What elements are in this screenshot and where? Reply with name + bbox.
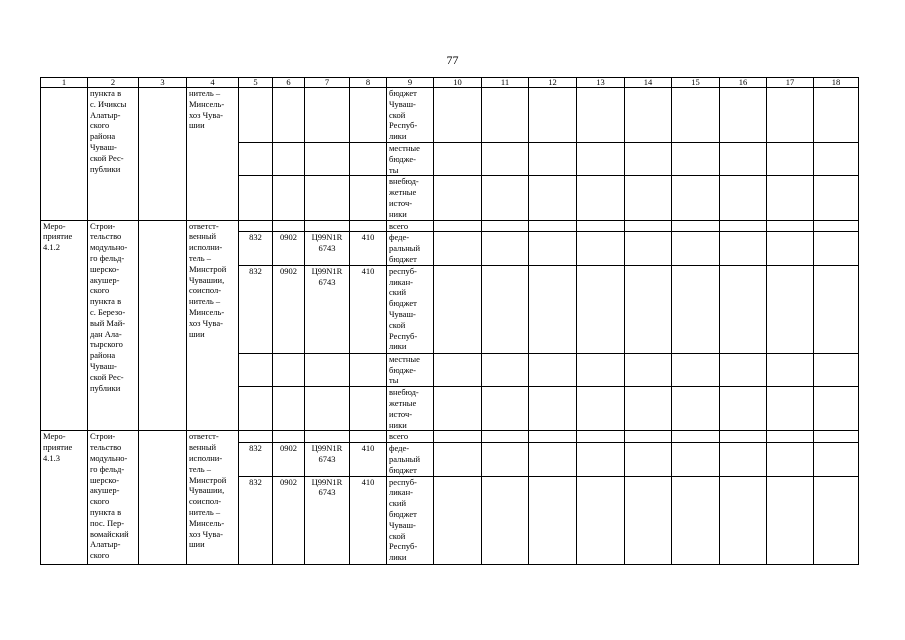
column-header: 11 bbox=[482, 78, 529, 88]
csr-cell bbox=[305, 143, 350, 176]
value-cell bbox=[720, 220, 767, 232]
column-number-row bbox=[41, 78, 859, 88]
column-header: 5 bbox=[239, 78, 273, 88]
value-cell bbox=[625, 387, 672, 431]
value-cell bbox=[720, 232, 767, 265]
executor-cell: нитель – Минсель- хоз Чува- шии bbox=[187, 88, 239, 221]
rzpr-cell bbox=[273, 220, 305, 232]
measure-id-cell bbox=[41, 88, 88, 221]
measure-id-cell: Меро- приятие 4.1.2 bbox=[41, 220, 88, 431]
csr-cell: Ц99N1R 6743 bbox=[305, 476, 350, 564]
executor-cell: ответст- венный исполни- тель – Минстрой Чувашии, соиспол- нитель – Минсель- хоз Чува- шии bbox=[187, 220, 239, 431]
value-cell bbox=[482, 443, 529, 476]
vr-cell: 410 bbox=[350, 476, 387, 564]
vr-cell bbox=[350, 353, 387, 386]
value-cell bbox=[672, 220, 720, 232]
value-cell bbox=[577, 353, 625, 386]
value-cell bbox=[814, 220, 859, 232]
column-header: 14 bbox=[625, 78, 672, 88]
value-cell bbox=[814, 353, 859, 386]
value-cell bbox=[482, 431, 529, 443]
value-cell bbox=[767, 220, 814, 232]
value-cell bbox=[577, 265, 625, 353]
value-cell bbox=[577, 443, 625, 476]
measure-name-cell: Строи- тельство модульно- го фельд- шерско- акушер- ского пункта в с. Березо- вый Май- дан Ала- тырского района Чуваш- ской Рес- публики bbox=[88, 220, 139, 431]
value-cell bbox=[529, 143, 577, 176]
value-cell bbox=[434, 443, 482, 476]
column-header: 6 bbox=[273, 78, 305, 88]
value-cell bbox=[767, 88, 814, 143]
column-header: 10 bbox=[434, 78, 482, 88]
grbs-cell bbox=[239, 220, 273, 232]
value-cell bbox=[814, 476, 859, 564]
value-cell bbox=[577, 88, 625, 143]
vr-cell: 410 bbox=[350, 232, 387, 265]
value-cell bbox=[482, 476, 529, 564]
value-cell bbox=[720, 476, 767, 564]
funding-source-cell: местные бюдже- ты bbox=[387, 143, 434, 176]
funding-source-cell: респуб- ликан- ский бюджет Чуваш- ской Респуб- лики bbox=[387, 476, 434, 564]
budget-table bbox=[40, 77, 859, 565]
value-cell bbox=[577, 143, 625, 176]
value-cell bbox=[814, 232, 859, 265]
rzpr-cell bbox=[273, 88, 305, 143]
rzpr-cell: 0902 bbox=[273, 443, 305, 476]
value-cell bbox=[625, 476, 672, 564]
rzpr-cell: 0902 bbox=[273, 476, 305, 564]
target-indicator-cell bbox=[139, 88, 187, 221]
csr-cell bbox=[305, 220, 350, 232]
value-cell bbox=[720, 88, 767, 143]
target-indicator-cell bbox=[139, 220, 187, 431]
column-header: 9 bbox=[387, 78, 434, 88]
value-cell bbox=[577, 176, 625, 220]
value-cell bbox=[577, 476, 625, 564]
executor-cell: ответст- венный исполни- тель – Минстрой Чувашии, соиспол- нитель – Минсель- хоз Чува- шии bbox=[187, 431, 239, 564]
vr-cell bbox=[350, 176, 387, 220]
value-cell bbox=[482, 220, 529, 232]
value-cell bbox=[672, 143, 720, 176]
value-cell bbox=[434, 265, 482, 353]
column-header: 1 bbox=[41, 78, 88, 88]
value-cell bbox=[814, 431, 859, 443]
vr-cell: 410 bbox=[350, 265, 387, 353]
vr-cell bbox=[350, 387, 387, 431]
csr-cell bbox=[305, 88, 350, 143]
value-cell bbox=[482, 353, 529, 386]
funding-source-cell: внебюд- жетные источ- ники bbox=[387, 176, 434, 220]
value-cell bbox=[767, 176, 814, 220]
value-cell bbox=[814, 387, 859, 431]
page-number: 77 bbox=[446, 53, 459, 67]
value-cell bbox=[767, 353, 814, 386]
value-cell bbox=[529, 176, 577, 220]
column-header: 16 bbox=[720, 78, 767, 88]
value-cell bbox=[434, 353, 482, 386]
rzpr-cell bbox=[273, 387, 305, 431]
value-cell bbox=[672, 353, 720, 386]
grbs-cell bbox=[239, 143, 273, 176]
value-cell bbox=[577, 232, 625, 265]
csr-cell bbox=[305, 353, 350, 386]
target-indicator-cell bbox=[139, 431, 187, 564]
value-cell bbox=[720, 143, 767, 176]
value-cell bbox=[814, 176, 859, 220]
rzpr-cell bbox=[273, 431, 305, 443]
value-cell bbox=[625, 443, 672, 476]
value-cell bbox=[672, 387, 720, 431]
measure-name-cell: Строи- тельство модульно- го фельд- шерско- акушер- ского пункта в пос. Пер- вомайский Алатыр- ского bbox=[88, 431, 139, 564]
value-cell bbox=[529, 88, 577, 143]
value-cell bbox=[482, 265, 529, 353]
csr-cell: Ц99N1R 6743 bbox=[305, 443, 350, 476]
column-header: 7 bbox=[305, 78, 350, 88]
column-header: 8 bbox=[350, 78, 387, 88]
value-cell bbox=[672, 88, 720, 143]
vr-cell bbox=[350, 431, 387, 443]
value-cell bbox=[482, 88, 529, 143]
value-cell bbox=[434, 476, 482, 564]
value-cell bbox=[672, 265, 720, 353]
value-cell bbox=[529, 220, 577, 232]
value-cell bbox=[529, 431, 577, 443]
grbs-cell bbox=[239, 88, 273, 143]
value-cell bbox=[434, 220, 482, 232]
value-cell bbox=[434, 176, 482, 220]
value-cell bbox=[482, 387, 529, 431]
measure-name-cell: пункта в с. Ичиксы Алатыр- ского района Чуваш- ской Рес- публики bbox=[88, 88, 139, 221]
vr-cell: 410 bbox=[350, 443, 387, 476]
value-cell bbox=[577, 387, 625, 431]
value-cell bbox=[625, 353, 672, 386]
value-cell bbox=[625, 265, 672, 353]
value-cell bbox=[720, 431, 767, 443]
value-cell bbox=[529, 443, 577, 476]
grbs-cell bbox=[239, 176, 273, 220]
value-cell bbox=[482, 143, 529, 176]
funding-source-cell: внебюд- жетные источ- ники bbox=[387, 387, 434, 431]
value-cell bbox=[625, 232, 672, 265]
value-cell bbox=[767, 476, 814, 564]
rzpr-cell: 0902 bbox=[273, 265, 305, 353]
grbs-cell bbox=[239, 431, 273, 443]
value-cell bbox=[577, 431, 625, 443]
value-cell bbox=[720, 443, 767, 476]
value-cell bbox=[482, 232, 529, 265]
value-cell bbox=[767, 431, 814, 443]
grbs-cell bbox=[239, 353, 273, 386]
value-cell bbox=[720, 387, 767, 431]
column-header: 2 bbox=[88, 78, 139, 88]
column-header: 4 bbox=[187, 78, 239, 88]
value-cell bbox=[814, 143, 859, 176]
value-cell bbox=[720, 265, 767, 353]
value-cell bbox=[672, 443, 720, 476]
value-cell bbox=[625, 431, 672, 443]
value-cell bbox=[434, 88, 482, 143]
funding-source-cell: всего bbox=[387, 220, 434, 232]
grbs-cell: 832 bbox=[239, 232, 273, 265]
value-cell bbox=[434, 431, 482, 443]
funding-source-cell: всего bbox=[387, 431, 434, 443]
funding-source-cell: местные бюдже- ты bbox=[387, 353, 434, 386]
value-cell bbox=[529, 265, 577, 353]
value-cell bbox=[434, 143, 482, 176]
value-cell bbox=[672, 476, 720, 564]
funding-source-cell: феде- ральный бюджет bbox=[387, 232, 434, 265]
column-header: 13 bbox=[577, 78, 625, 88]
rzpr-cell bbox=[273, 353, 305, 386]
column-header: 12 bbox=[529, 78, 577, 88]
value-cell bbox=[577, 220, 625, 232]
value-cell bbox=[529, 232, 577, 265]
table-row bbox=[41, 88, 859, 143]
value-cell bbox=[625, 143, 672, 176]
value-cell bbox=[672, 431, 720, 443]
table-row bbox=[41, 220, 859, 232]
value-cell bbox=[529, 353, 577, 386]
value-cell bbox=[720, 353, 767, 386]
rzpr-cell bbox=[273, 143, 305, 176]
value-cell bbox=[434, 232, 482, 265]
value-cell bbox=[529, 387, 577, 431]
value-cell bbox=[434, 387, 482, 431]
funding-source-cell: бюджет Чуваш- ской Респуб- лики bbox=[387, 88, 434, 143]
rzpr-cell: 0902 bbox=[273, 232, 305, 265]
value-cell bbox=[767, 387, 814, 431]
value-cell bbox=[625, 176, 672, 220]
value-cell bbox=[672, 176, 720, 220]
column-header: 15 bbox=[672, 78, 720, 88]
csr-cell bbox=[305, 176, 350, 220]
column-header: 18 bbox=[814, 78, 859, 88]
grbs-cell: 832 bbox=[239, 265, 273, 353]
grbs-cell: 832 bbox=[239, 443, 273, 476]
funding-source-cell: респуб- ликан- ский бюджет Чуваш- ской Респуб- лики bbox=[387, 265, 434, 353]
value-cell bbox=[814, 265, 859, 353]
rzpr-cell bbox=[273, 176, 305, 220]
value-cell bbox=[672, 232, 720, 265]
table-row bbox=[41, 431, 859, 443]
value-cell bbox=[767, 443, 814, 476]
csr-cell: Ц99N1R 6743 bbox=[305, 232, 350, 265]
value-cell bbox=[767, 265, 814, 353]
value-cell bbox=[767, 143, 814, 176]
funding-source-cell: феде- ральный бюджет bbox=[387, 443, 434, 476]
value-cell bbox=[767, 232, 814, 265]
column-header: 3 bbox=[139, 78, 187, 88]
value-cell bbox=[720, 176, 767, 220]
grbs-cell: 832 bbox=[239, 476, 273, 564]
value-cell bbox=[814, 443, 859, 476]
csr-cell: Ц99N1R 6743 bbox=[305, 265, 350, 353]
grbs-cell bbox=[239, 387, 273, 431]
csr-cell bbox=[305, 387, 350, 431]
csr-cell bbox=[305, 431, 350, 443]
value-cell bbox=[814, 88, 859, 143]
value-cell bbox=[482, 176, 529, 220]
vr-cell bbox=[350, 220, 387, 232]
value-cell bbox=[529, 476, 577, 564]
value-cell bbox=[625, 220, 672, 232]
vr-cell bbox=[350, 88, 387, 143]
value-cell bbox=[625, 88, 672, 143]
column-header: 17 bbox=[767, 78, 814, 88]
measure-id-cell: Меро- приятие 4.1.3 bbox=[41, 431, 88, 564]
vr-cell bbox=[350, 143, 387, 176]
